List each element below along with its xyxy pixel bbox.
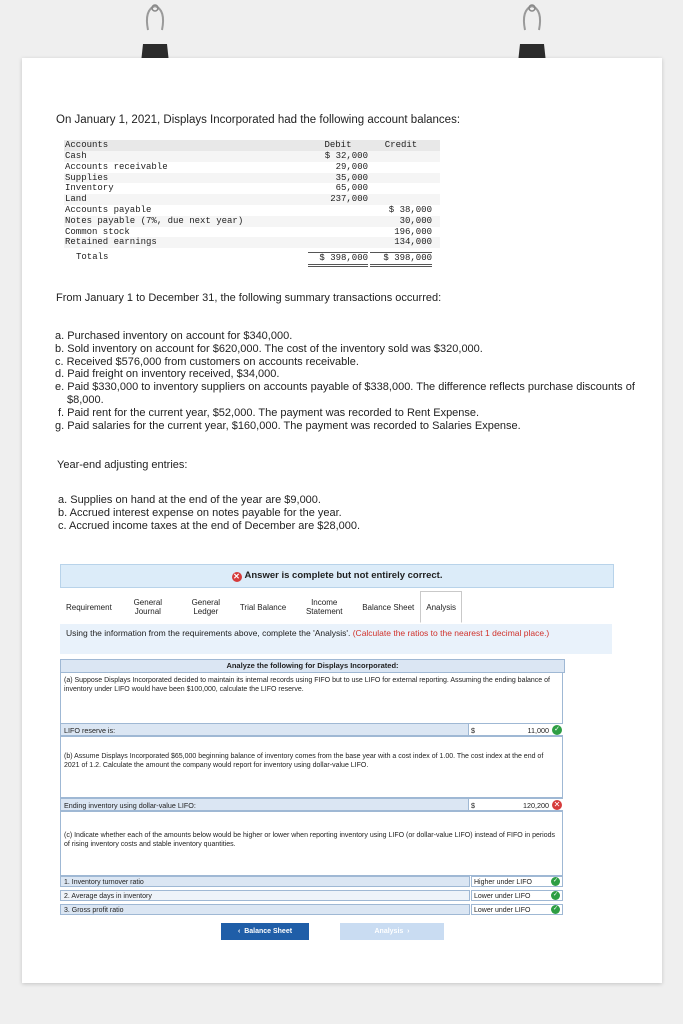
instructions-main: Using the information from the requirements above, complete the 'Analysis'.: [66, 628, 353, 638]
list-item: a. Purchased inventory on account for $340,000.: [55, 330, 293, 342]
account-balances-table: [64, 140, 440, 263]
table-row: Retained earnings 134,000: [64, 237, 440, 248]
check-icon: ✓: [552, 906, 559, 912]
ratio-select-inventory-turnover[interactable]: [471, 876, 563, 887]
list-item: a. Supplies on hand at the end of the year are $9,000.: [58, 494, 321, 506]
tab-general-journal[interactable]: General Journal: [133, 598, 163, 616]
dollar-sign: $: [471, 801, 475, 810]
check-icon: ✓: [552, 878, 559, 884]
intro-text: On January 1, 2021, Displays Incorporated had the following account balances:: [56, 114, 461, 126]
table-body: [64, 151, 440, 248]
list-item: e. Paid $330,000 to inventory suppliers on accounts payable of $338,000. The difference reflects purchase discounts of $8,000.: [55, 381, 635, 406]
totals-credit: $ 398,000: [370, 252, 432, 267]
table-row: Notes payable (7%, due next year) 30,000: [64, 216, 440, 227]
tab-income-statement[interactable]: Income Statement: [305, 598, 343, 616]
header-credit: Credit: [384, 140, 418, 150]
adjusting-list: [58, 494, 662, 532]
transactions-list: [55, 330, 659, 432]
part-a-text: (a) Suppose Displays Incorporated decided to maintain its internal records using FIFO but to use LIFO for external reporting. Assuming the ending balance of inventory under LIFO would have been $100,000, calculate the LIFO reserve.: [60, 672, 563, 724]
prev-button[interactable]: [221, 923, 309, 940]
ratio-row-average-days: 2. Average days in inventory: [60, 890, 470, 901]
paper-sheet: [22, 58, 662, 983]
adjusting-title: Year-end adjusting entries:: [57, 459, 188, 471]
selected-value: Lower under LIFO: [474, 893, 531, 900]
transactions-intro: From January 1 to December 31, the following summary transactions occurred:: [56, 292, 442, 304]
chevron-left-icon: ‹: [237, 928, 245, 935]
lifo-reserve-value: 11,000: [527, 726, 549, 735]
tab-trial-balance[interactable]: Trial Balance: [239, 602, 287, 612]
table-row: Accounts receivable 29,000: [65, 161, 368, 172]
dollar-value-lifo-value: 120,200: [523, 801, 549, 810]
answer-status-banner: [60, 564, 614, 588]
totals-row: [64, 252, 440, 263]
check-icon: ✓: [552, 892, 559, 898]
totals-label: Totals: [76, 252, 109, 263]
list-item: g. Paid salaries for the current year, $160,000. The payment was recorded to Salaries Expense.: [55, 419, 521, 432]
table-row: Accounts payable $ 38,000: [65, 204, 432, 215]
instructions: [60, 624, 612, 654]
check-icon: ✓: [552, 725, 562, 735]
next-button[interactable]: [340, 923, 444, 940]
part-b-text: (b) Assume Displays Incorporated $65,000 beginning balance of inventory comes from the base year with a cost index of 1.00. The cost index at the end of 2021 of 1.2. Calculate the amount the company would report for inventory using dollar-value LIFO.: [60, 736, 563, 798]
ratio-select-gross-profit[interactable]: [471, 904, 563, 915]
list-item: c. Accrued income taxes at the end of December are $28,000.: [58, 519, 361, 532]
list-item: f. Paid rent for the current year, $52,000. The payment was recorded to Rent Expense.: [58, 406, 480, 419]
tab-requirement[interactable]: Requirement: [66, 602, 112, 612]
dollar-value-lifo-label: Ending inventory using dollar-value LIFO:: [64, 801, 196, 810]
selected-value: Lower under LIFO: [474, 907, 531, 914]
next-label: Analysis: [374, 928, 404, 935]
header-accounts: Accounts: [65, 140, 109, 150]
table-row: Inventory 65,000: [65, 183, 368, 194]
tab-balance-sheet[interactable]: Balance Sheet: [362, 602, 415, 612]
ratio-select-average-days[interactable]: [471, 890, 563, 901]
prev-label: Balance Sheet: [244, 928, 293, 935]
ratio-row-inventory-turnover: 1. Inventory turnover ratio: [60, 876, 470, 887]
selected-value: Higher under LIFO: [474, 879, 532, 886]
banner-text: Answer is complete but not entirely correct.: [244, 570, 443, 581]
tab-analysis[interactable]: Analysis: [420, 591, 462, 623]
lifo-reserve-row: [60, 723, 563, 736]
error-icon: ✕: [553, 800, 561, 809]
table-row: Supplies 35,000: [64, 173, 440, 184]
list-item: b. Accrued interest expense on notes payable for the year.: [58, 506, 342, 519]
dollar-value-lifo-row: [60, 798, 563, 811]
ratio-row-gross-profit: 3. Gross profit ratio: [60, 904, 470, 915]
dollar-sign: $: [471, 726, 475, 735]
dollar-value-lifo-input[interactable]: [468, 799, 565, 810]
lifo-reserve-label: LIFO reserve is:: [64, 726, 116, 735]
error-icon: ✕: [233, 572, 240, 581]
tab-bar: [60, 591, 462, 623]
chevron-right-icon: ›: [403, 928, 410, 935]
list-item: d. Paid freight on inventory received, $34,000.: [55, 368, 280, 381]
totals-debit: $ 398,000: [308, 252, 368, 267]
part-c-text: (c) Indicate whether each of the amounts below would be higher or lower when reporting inventory using LIFO (or dollar-value LIFO) instead of FIFO in periods of rising inventory costs and stable inventory quantities.: [60, 811, 563, 876]
list-item: c. Received $576,000 from customers on accounts receivable.: [55, 355, 359, 368]
instructions-note: (Calculate the ratios to the nearest 1 decimal place.): [352, 628, 550, 638]
table-row: Common stock 196,000: [65, 226, 432, 237]
table-header: [64, 140, 440, 151]
lifo-reserve-input[interactable]: [468, 724, 565, 735]
table-row: Land 237,000: [64, 194, 440, 205]
tab-general-ledger[interactable]: General Ledger: [191, 598, 221, 616]
analysis-title: Analyze the following for Displays Incorporated:: [60, 659, 565, 673]
table-row: Cash $ 32,000: [64, 151, 440, 162]
list-item: b. Sold inventory on account for $620,000. The cost of the inventory sold was $320,000.: [55, 342, 483, 355]
header-debit: Debit: [324, 140, 352, 150]
